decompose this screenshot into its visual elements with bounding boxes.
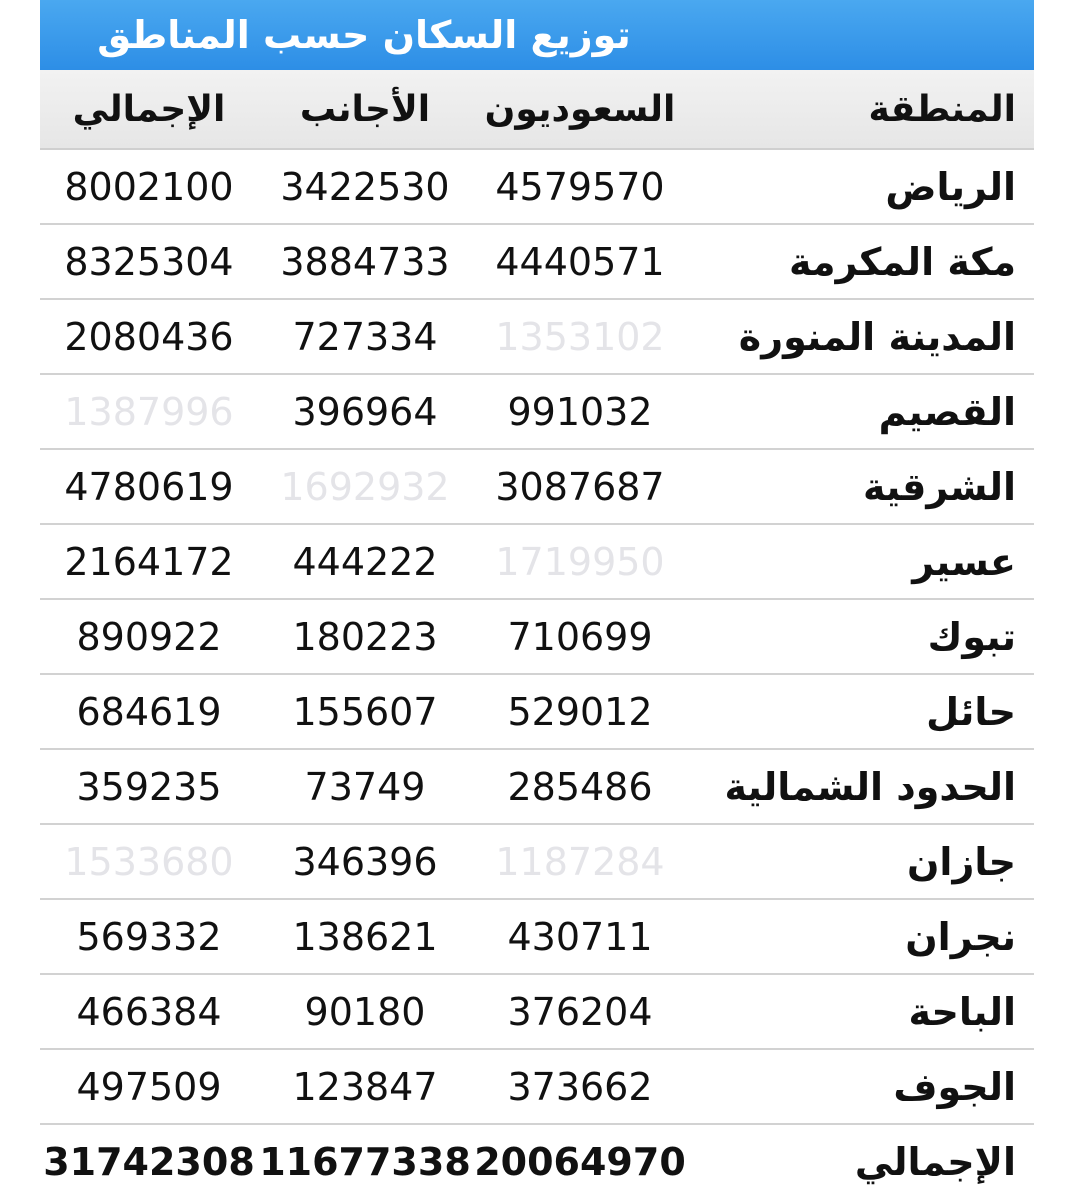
- saudis-cell: 4440571: [495, 239, 665, 284]
- region-cell: جازان: [907, 839, 1016, 884]
- grand-total-saudis-cell: 20064970: [474, 1139, 686, 1184]
- table-body: [40, 150, 1034, 1198]
- saudis-cell: 430711: [507, 914, 653, 959]
- table-row: [40, 1050, 1034, 1125]
- region-cell: حائل: [926, 689, 1016, 734]
- saudis-cell: 373662: [507, 1064, 653, 1109]
- table-row: [40, 225, 1034, 300]
- header-foreigners: الأجانب: [299, 88, 431, 130]
- table-row: [40, 900, 1034, 975]
- table-row: [40, 375, 1034, 450]
- title-bar: [40, 0, 1034, 70]
- grand-total-label: الإجمالي: [854, 1139, 1016, 1184]
- total-cell: 497509: [76, 1064, 222, 1109]
- total-cell: 8002100: [64, 164, 234, 209]
- region-cell: المدينة المنورة: [738, 314, 1016, 359]
- grand-total-cell: 31742308: [43, 1139, 255, 1184]
- saudis-cell: 3087687: [495, 464, 665, 509]
- region-cell: الشرقية: [862, 464, 1016, 509]
- saudis-cell: 285486: [507, 764, 653, 809]
- foreigners-cell: 90180: [304, 989, 426, 1034]
- population-table-sheet: [40, 0, 1034, 1200]
- foreigners-cell: 3884733: [280, 239, 450, 284]
- region-cell: عسير: [912, 539, 1016, 584]
- saudis-cell: 710699: [507, 614, 653, 659]
- total-cell: 4780619: [64, 464, 234, 509]
- region-cell: الباحة: [908, 989, 1016, 1034]
- saudis-cell: 1719950: [495, 539, 665, 584]
- total-cell: 1387996: [64, 389, 234, 434]
- foreigners-cell: 727334: [292, 314, 438, 359]
- saudis-cell: 1187284: [495, 839, 665, 884]
- total-cell: 684619: [76, 689, 222, 734]
- total-cell: 890922: [76, 614, 222, 659]
- region-cell: نجران: [905, 914, 1016, 959]
- table-row: [40, 150, 1034, 225]
- total-cell: 8325304: [64, 239, 234, 284]
- header-region: المنطقة: [868, 88, 1016, 130]
- foreigners-cell: 155607: [292, 689, 438, 734]
- region-cell: الرياض: [885, 164, 1016, 209]
- saudis-cell: 376204: [507, 989, 653, 1034]
- table-row: [40, 600, 1034, 675]
- region-cell: الحدود الشمالية: [724, 764, 1016, 809]
- foreigners-cell: 180223: [292, 614, 438, 659]
- saudis-cell: 991032: [507, 389, 653, 434]
- grand-total-foreigners-cell: 11677338: [259, 1139, 471, 1184]
- region-cell: القصيم: [878, 389, 1016, 434]
- foreigners-cell: 1692932: [280, 464, 450, 509]
- region-cell: مكة المكرمة: [789, 239, 1016, 284]
- foreigners-cell: 138621: [292, 914, 438, 959]
- table-row: [40, 975, 1034, 1050]
- header-saudis: السعوديون: [484, 88, 676, 130]
- foreigners-cell: 346396: [292, 839, 438, 884]
- table-row: [40, 300, 1034, 375]
- saudis-cell: 529012: [507, 689, 653, 734]
- table-row: [40, 825, 1034, 900]
- total-cell: 359235: [76, 764, 222, 809]
- table-row: [40, 675, 1034, 750]
- foreigners-cell: 396964: [292, 389, 438, 434]
- header-row: [40, 70, 1034, 150]
- total-cell: 466384: [76, 989, 222, 1034]
- total-cell: 2164172: [64, 539, 234, 584]
- total-cell: 569332: [76, 914, 222, 959]
- foreigners-cell: 444222: [292, 539, 438, 584]
- table-row: [40, 450, 1034, 525]
- header-total: الإجمالي: [72, 88, 226, 130]
- total-cell: 1533680: [64, 839, 234, 884]
- table-row: [40, 525, 1034, 600]
- saudis-cell: 1353102: [495, 314, 665, 359]
- saudis-cell: 4579570: [495, 164, 665, 209]
- foreigners-cell: 73749: [304, 764, 426, 809]
- grand-total-row: [40, 1125, 1034, 1198]
- total-cell: 2080436: [64, 314, 234, 359]
- region-cell: الجوف: [893, 1064, 1016, 1109]
- table-row: [40, 750, 1034, 825]
- foreigners-cell: 123847: [292, 1064, 438, 1109]
- foreigners-cell: 3422530: [280, 164, 450, 209]
- table-title: توزيع السكان حسب المناطق: [97, 13, 631, 57]
- region-cell: تبوك: [927, 614, 1016, 659]
